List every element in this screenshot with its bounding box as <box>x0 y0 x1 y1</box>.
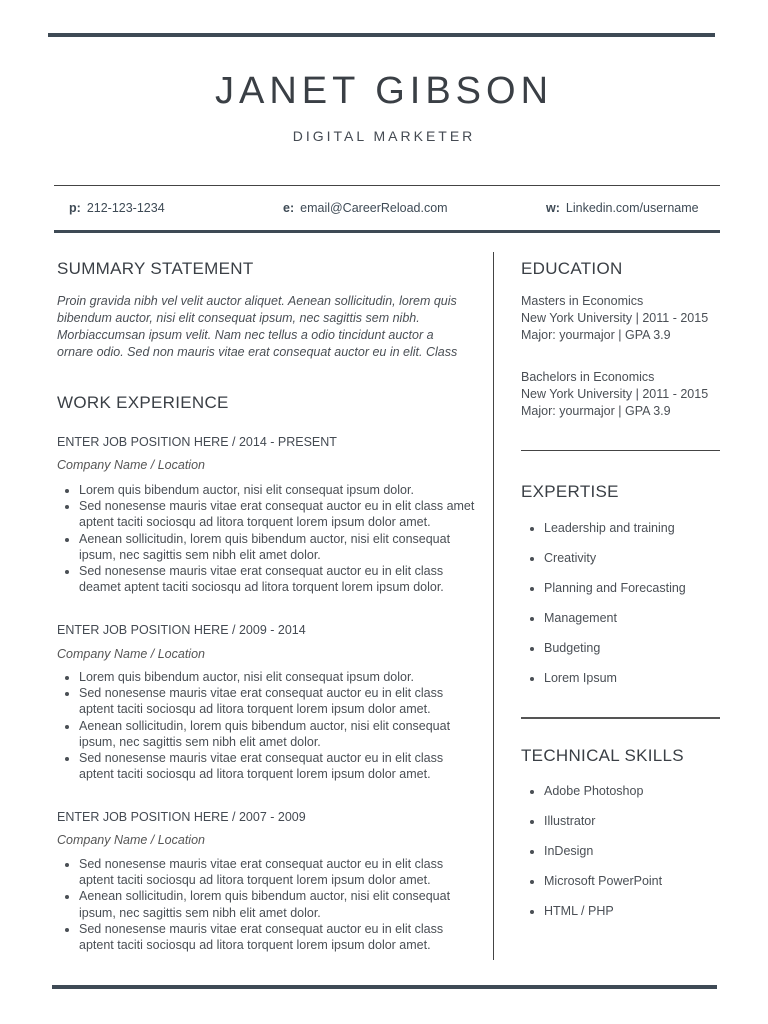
candidate-title: DIGITAL MARKETER <box>292 128 476 144</box>
job-bullet: • Aenean sollicitudin, lorem quis bibendum auctor, nisi elit consequat ipsum, nec sagittis sem nibh elit amet dolor. <box>79 718 477 750</box>
technical-skills-heading: TECHNICAL SKILLS <box>521 746 684 765</box>
expertise-item: • Budgeting <box>544 640 686 670</box>
contact-top-divider <box>54 185 720 186</box>
job-title-1: ENTER JOB POSITION HERE / 2014 - PRESENT <box>57 435 337 449</box>
summary-heading: SUMMARY STATEMENT <box>57 259 254 278</box>
job-bullet: • Aenean sollicitudin, lorem quis bibendum auctor, nisi elit consequat ipsum, nec sagittis sem nibh elit amet dolor. <box>79 888 477 920</box>
expertise-item: • Planning and Forecasting <box>544 580 686 610</box>
top-border-bar <box>48 33 715 37</box>
job-bullet: • Lorem quis bibendum auctor, nisi elit consequat ipsum dolor. <box>79 482 477 498</box>
column-divider <box>493 252 494 960</box>
contact-website <box>546 201 699 215</box>
job-bullet: • Sed nonesense mauris vitae erat consequat auctor eu in elit class aptent taciti sociosqu ad litora torquent lorem ipsum dolor amet. <box>79 921 477 953</box>
technical-skills-list <box>521 783 662 933</box>
summary-text: Proin gravida nibh vel velit auctor aliquet. Aenean sollicitudin, lorem quis bibendum auctor, nisi elit consequat ipsum, nec sagittis sem nibh. Morbiaccumsan ipsum velit. Nam nec tellus a odio tincidunt auctor a ornare odio. Sed non mauris vitae erat consequat auctor eu in elit. Class <box>57 294 458 359</box>
sidebar-divider-education <box>521 450 720 451</box>
phone-label: p: <box>69 201 81 215</box>
education-degree: Masters in Economics <box>521 294 644 308</box>
contact-bottom-divider <box>54 230 720 233</box>
bottom-border-bar <box>52 985 717 989</box>
email-label: e: <box>283 201 295 215</box>
education-major: Major: yourmajor | GPA 3.9 <box>521 328 671 342</box>
job-bullet: • Sed nonesense mauris vitae erat consequat auctor eu in elit class aptent taciti sociosqu ad litora torquent lorem ipsum dolor amet. <box>79 750 477 782</box>
sidebar-divider-expertise <box>521 717 720 719</box>
education-school: New York University | 2011 - 2015 <box>521 311 709 325</box>
technical-skill-item: • Illustrator <box>544 813 662 843</box>
job-bullet: • Sed nonesense mauris vitae erat consequat auctor eu in elit class deamet aptent taciti sociosqu ad litora torquent lorem ipsum dolor. <box>79 563 477 595</box>
job-bullet: • Aenean sollicitudin, lorem quis bibendum auctor, nisi elit consequat ipsum, nec sagittis sem nibh elit amet dolor. <box>79 531 477 563</box>
work-experience-heading: WORK EXPERIENCE <box>57 393 229 412</box>
job-bullets-3 <box>57 856 477 953</box>
candidate-name: JANET GIBSON <box>214 70 554 112</box>
website-label: w: <box>546 201 560 215</box>
expertise-list <box>521 520 686 700</box>
website-value[interactable]: Linkedin.com/username <box>565 201 699 215</box>
technical-skill-item: • Adobe Photoshop <box>544 783 662 813</box>
job-company-1: Company Name / Location <box>57 458 205 472</box>
job-bullets-2 <box>57 669 477 782</box>
job-company-2: Company Name / Location <box>57 647 205 661</box>
technical-skill-item: • HTML / PHP <box>544 903 662 933</box>
education-degree: Bachelors in Economics <box>521 370 655 384</box>
education-major: Major: yourmajor | GPA 3.9 <box>521 404 671 418</box>
technical-skill-item: • InDesign <box>544 843 662 873</box>
job-bullet: • Lorem quis bibendum auctor, nisi elit consequat ipsum dolor. <box>79 669 477 685</box>
contact-phone <box>69 201 165 215</box>
job-bullet: • Sed nonesense mauris vitae erat consequat auctor eu in elit class aptent taciti sociosqu ad litora torquent lorem ipsum dolor amet. <box>79 685 477 717</box>
technical-skill-item: • Microsoft PowerPoint <box>544 873 662 903</box>
job-title-3: ENTER JOB POSITION HERE / 2007 - 2009 <box>57 810 306 824</box>
expertise-item: • Lorem Ipsum <box>544 670 686 700</box>
education-entry-1 <box>521 293 708 344</box>
education-heading: EDUCATION <box>521 259 623 278</box>
email-value[interactable]: email@CareerReload.com <box>300 201 448 215</box>
expertise-item: • Leadership and training <box>544 520 686 550</box>
phone-value: 212-123-1234 <box>86 201 165 215</box>
job-bullet: • Sed nonesense mauris vitae erat consequat auctor eu in elit class aptent taciti sociosqu ad litora torquent lorem ipsum dolor amet. <box>79 856 477 888</box>
education-entry-2 <box>521 369 708 420</box>
education-school: New York University | 2011 - 2015 <box>521 387 709 401</box>
job-title-2: ENTER JOB POSITION HERE / 2009 - 2014 <box>57 623 306 637</box>
expertise-item: • Creativity <box>544 550 686 580</box>
job-company-3: Company Name / Location <box>57 833 205 847</box>
job-bullets-1 <box>57 482 477 595</box>
contact-email <box>283 201 448 215</box>
job-bullet: • Sed nonesense mauris vitae erat consequat auctor eu in elit class amet aptent taciti sociosqu ad litora torquent lorem ipsum dolor amet. <box>79 498 477 530</box>
expertise-heading: EXPERTISE <box>521 482 619 501</box>
expertise-item: • Management <box>544 610 686 640</box>
